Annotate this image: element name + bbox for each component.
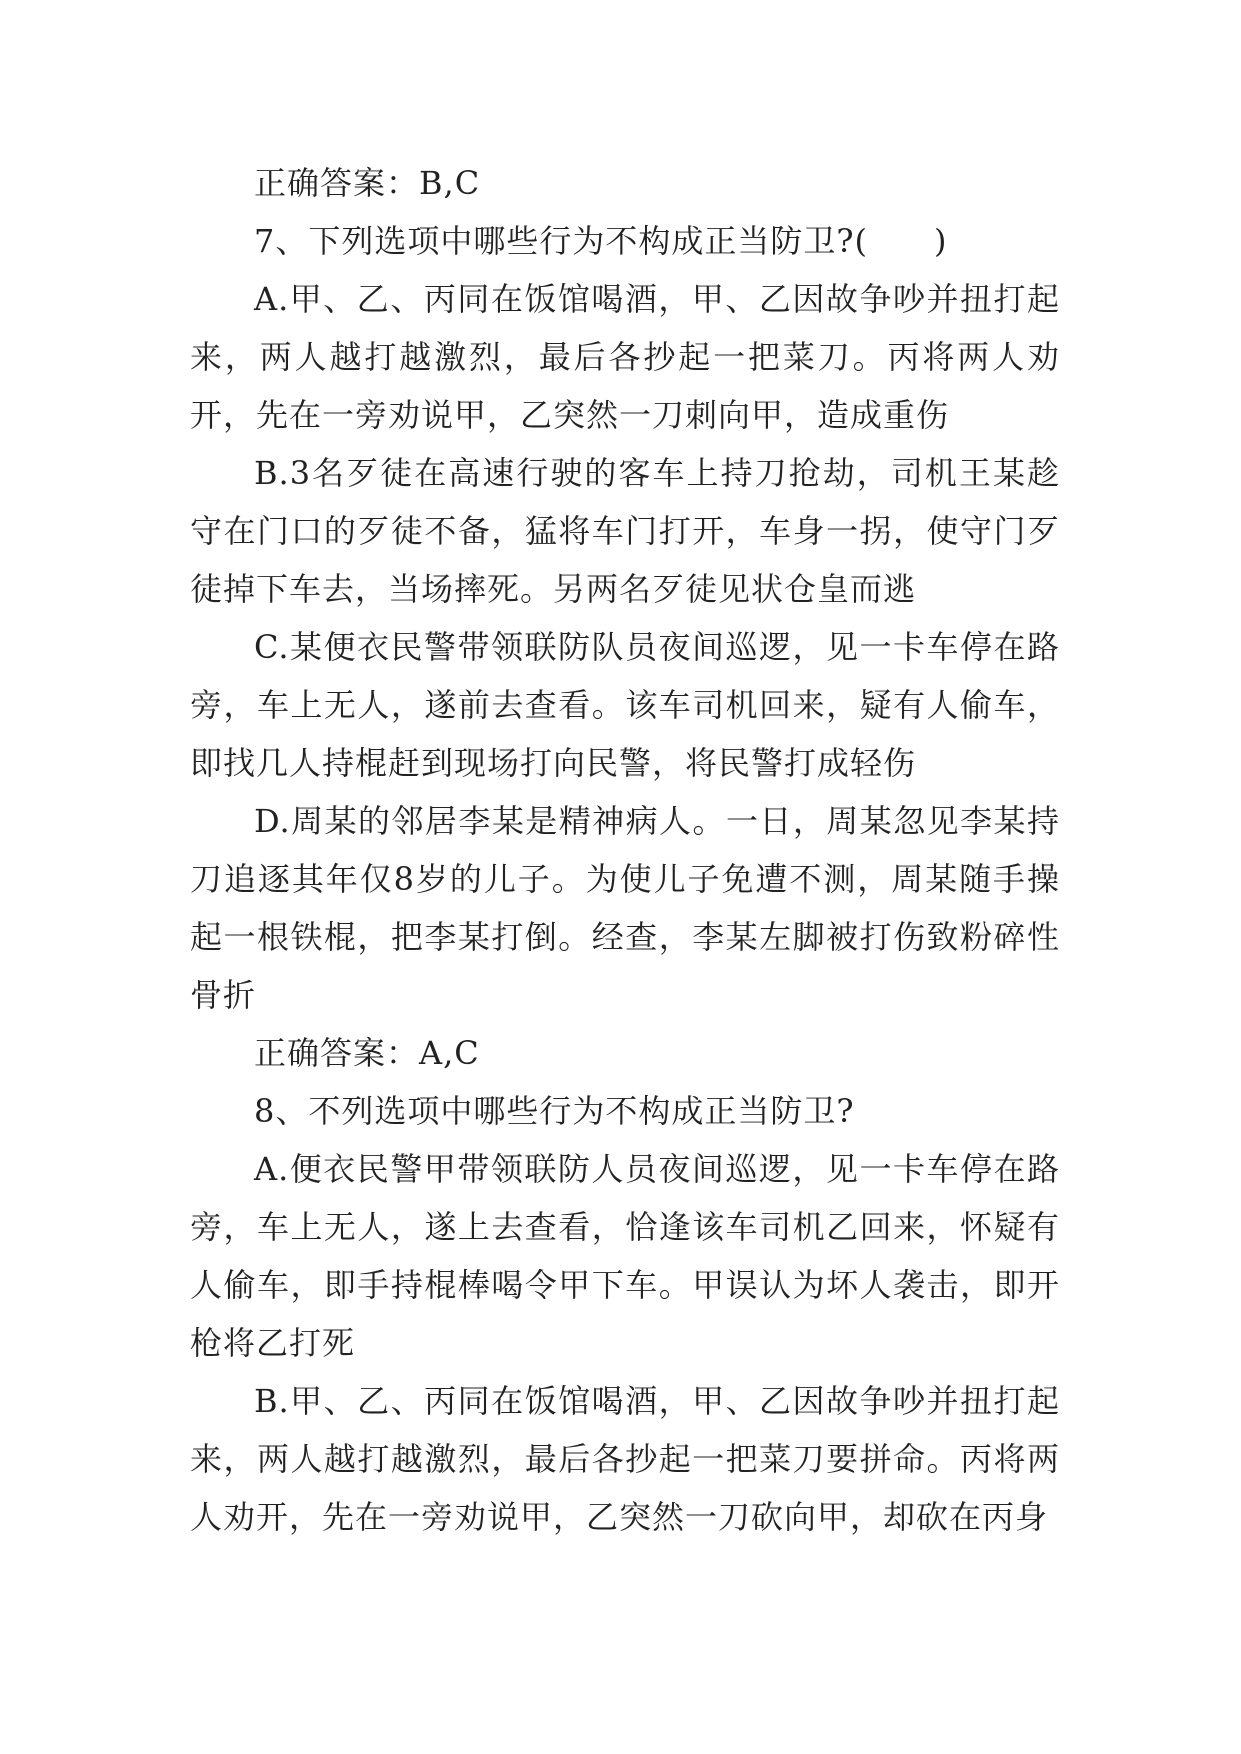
question-7-option-d: D.周某的邻居李某是精神病人。一日，周某忽见李某持刀追逐其年仅8岁的儿子。为使儿子免遭不测，周某随手操起一根铁棍，把李某打倒。经查，李某左脚被打伤致粉碎性骨折: [190, 802, 1060, 1014]
question-8-option-a: A.便衣民警甲带领联防人员夜间巡逻，见一卡车停在路旁，车上无人，遂上去查看，恰逢该车司机乙回来，怀疑有人偷车，即手持棍棒喝令甲下车。甲误认为坏人袭击，即开枪将乙打死: [190, 1150, 1060, 1362]
document-body: [190, 154, 1060, 1546]
question-8-stem: 8、不列选项中哪些行为不构成正当防卫?: [254, 1092, 855, 1130]
answer-line-q6: 正确答案：B,C: [254, 164, 481, 202]
question-7-stem: 7、下列选项中哪些行为不构成正当防卫?( ): [254, 222, 948, 260]
question-7-option-a: A.甲、乙、丙同在饭馆喝酒，甲、乙因故争吵并扭打起来，两人越打越激烈，最后各抄起一把菜刀。丙将两人劝开，先在一旁劝说甲，乙突然一刀刺向甲，造成重伤: [190, 280, 1060, 434]
question-7-option-c: C.某便衣民警带领联防队员夜间巡逻，见一卡车停在路旁，车上无人，遂前去查看。该车司机回来，疑有人偷车，即找几人持棍赶到现场打向民警，将民警打成轻伤: [190, 628, 1060, 782]
question-8-option-b: B.甲、乙、丙同在饭馆喝酒，甲、乙因故争吵并扭打起来，两人越打越激烈，最后各抄起一把菜刀要拼命。丙将两人劝开，先在一旁劝说甲，乙突然一刀砍向甲，却砍在丙身: [190, 1382, 1060, 1536]
question-7-option-b: B.3名歹徒在高速行驶的客车上持刀抢劫，司机王某趁守在门口的歹徒不备，猛将车门打开，车身一拐，使守门歹徒掉下车去，当场摔死。另两名歹徒见状仓皇而逃: [190, 454, 1060, 608]
answer-line-q7: 正确答案：A,C: [254, 1034, 480, 1072]
